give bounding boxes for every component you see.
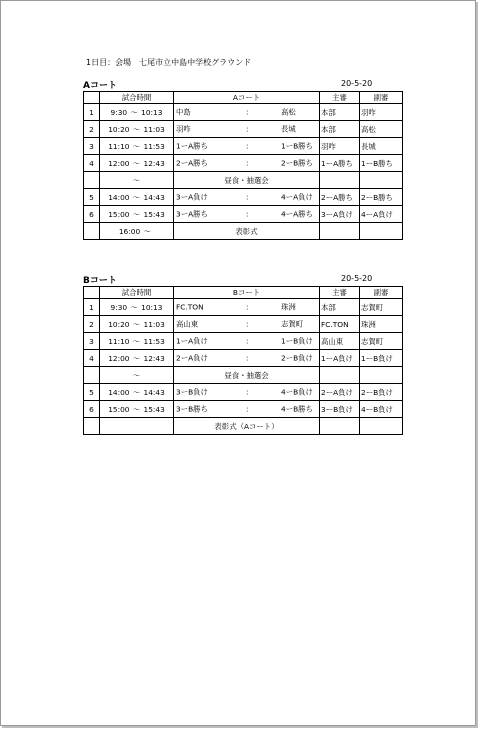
match-teams xyxy=(174,189,320,206)
vs-colon: : xyxy=(246,387,249,397)
tilde: ～ xyxy=(132,158,141,168)
table-row xyxy=(84,155,403,172)
team-1: 3ーB負け xyxy=(176,387,208,397)
end-time: 10:13 xyxy=(141,302,163,312)
sub-ref: 羽咋 xyxy=(360,104,403,121)
closing-label: 表彰式 xyxy=(174,223,320,240)
team-2: 2ーB負け xyxy=(281,353,313,363)
tilde: ～ xyxy=(132,387,141,397)
end-time: 14:43 xyxy=(143,192,165,202)
team-2: 2ーB勝ち xyxy=(281,158,313,168)
closing-time xyxy=(100,418,174,435)
break-row xyxy=(84,172,403,189)
sub-ref: 志賀町 xyxy=(360,333,403,350)
table-row xyxy=(84,299,403,316)
end-time: 14:43 xyxy=(143,387,165,397)
sub-ref: 珠洲 xyxy=(360,316,403,333)
match-no: 1 xyxy=(84,299,100,316)
team-1: 3ーA勝ち xyxy=(176,209,208,219)
start-time: 10:20 xyxy=(108,319,130,329)
sub-ref: 4ーA負け xyxy=(360,206,403,223)
header-court: Bコート xyxy=(174,287,320,299)
sub-ref: 2ーB負け xyxy=(360,384,403,401)
team-1: 1ーA勝ち xyxy=(176,141,208,151)
main-ref: 1ーA勝ち xyxy=(320,155,360,172)
end-time: 15:43 xyxy=(143,404,165,414)
team-2: 4ーA負け xyxy=(281,192,313,202)
tilde: ～ xyxy=(132,336,141,346)
team-2: 長城 xyxy=(281,124,296,134)
start-time: 9:30 xyxy=(110,302,128,312)
table-header-row xyxy=(84,287,403,299)
team-2: 1ーB負け xyxy=(281,336,313,346)
main-ref: 本部 xyxy=(320,121,360,138)
end-time: 10:13 xyxy=(141,107,163,117)
end-time: 11:03 xyxy=(143,319,165,329)
tilde: ～ xyxy=(132,209,141,219)
match-time xyxy=(100,384,174,401)
sub-ref: 志賀町 xyxy=(360,299,403,316)
sub-ref: 1ーB負け xyxy=(360,350,403,367)
start-time: 14:00 xyxy=(108,387,130,397)
match-no: 4 xyxy=(84,155,100,172)
match-teams xyxy=(174,333,320,350)
end-time: 11:53 xyxy=(143,336,165,346)
sub-ref: 2ーB勝ち xyxy=(360,189,403,206)
sub-ref: 1ーB勝ち xyxy=(360,155,403,172)
team-1: 2ーA勝ち xyxy=(176,158,208,168)
team-1: 1ーA負け xyxy=(176,336,208,346)
match-no: 5 xyxy=(84,384,100,401)
main-ref: 3ーA負け xyxy=(320,206,360,223)
tilde: ～ xyxy=(132,353,141,363)
end-time: 12:43 xyxy=(143,158,165,168)
match-no: 6 xyxy=(84,401,100,418)
start-time: 12:00 xyxy=(108,353,130,363)
start-time: 9:30 xyxy=(110,107,128,117)
match-time xyxy=(100,299,174,316)
break-label: 昼食・抽選会 xyxy=(174,172,320,189)
match-teams xyxy=(174,384,320,401)
match-teams xyxy=(174,206,320,223)
match-time xyxy=(100,121,174,138)
match-no: 4 xyxy=(84,350,100,367)
header-time: 試合時間 xyxy=(100,92,174,104)
sub-ref: 4ーB負け xyxy=(360,401,403,418)
vs-colon: : xyxy=(246,192,249,202)
team-1: 2ーA負け xyxy=(176,353,208,363)
table-row xyxy=(84,350,403,367)
end-time: 11:53 xyxy=(143,141,165,151)
team-1: 羽咋 xyxy=(176,124,191,134)
team-2: 志賀町 xyxy=(281,319,304,329)
match-time xyxy=(100,333,174,350)
table-row xyxy=(84,138,403,155)
team-2: 珠洲 xyxy=(281,302,296,312)
team-2: 4ーB勝ち xyxy=(281,404,313,414)
match-no: 1 xyxy=(84,104,100,121)
match-time xyxy=(100,104,174,121)
vs-colon: : xyxy=(246,319,249,329)
table-row xyxy=(84,384,403,401)
sub-ref: 長城 xyxy=(360,138,403,155)
start-time: 15:00 xyxy=(108,404,130,414)
main-ref: 2ーA勝ち xyxy=(320,189,360,206)
tilde: ～ xyxy=(132,319,141,329)
closing-label: 表彰式（Aコート） xyxy=(174,418,320,435)
court-a-schedule-table xyxy=(83,91,403,240)
header-no xyxy=(84,92,100,104)
table-row xyxy=(84,189,403,206)
end-time: 11:03 xyxy=(143,124,165,134)
header-time: 試合時間 xyxy=(100,287,174,299)
vs-colon: : xyxy=(246,141,249,151)
vs-colon: : xyxy=(246,404,249,414)
table-header-row xyxy=(84,92,403,104)
venue-line: 1日目：会場 七尾市立中島中学校グラウンド xyxy=(86,58,252,67)
court-b-schedule-table xyxy=(83,286,403,435)
start-time: 14:00 xyxy=(108,192,130,202)
match-time xyxy=(100,138,174,155)
break-label: 昼食・抽選会 xyxy=(174,367,320,384)
team-1: FC.TON xyxy=(176,302,204,312)
match-teams xyxy=(174,104,320,121)
break-row xyxy=(84,367,403,384)
table-row xyxy=(84,316,403,333)
main-ref: 1ーA負け xyxy=(320,350,360,367)
header-main-ref: 主審 xyxy=(320,92,360,104)
vs-colon: : xyxy=(246,158,249,168)
match-time xyxy=(100,350,174,367)
team-2: 1ーB勝ち xyxy=(281,141,313,151)
main-ref: 3ーB負け xyxy=(320,401,360,418)
vs-colon: : xyxy=(246,107,249,117)
match-time xyxy=(100,206,174,223)
vs-colon: : xyxy=(246,209,249,219)
closing-start-time: 16:00 xyxy=(118,226,141,236)
court-a-title: Aコート xyxy=(83,81,117,91)
court-b-date: 20-5-20 xyxy=(341,274,373,283)
tilde: ～ xyxy=(130,302,138,312)
match-no: 6 xyxy=(84,206,100,223)
vs-colon: : xyxy=(246,353,249,363)
main-ref: FC.TON xyxy=(320,316,360,333)
break-tilde: ～ xyxy=(100,367,174,384)
team-1: 3ーA負け xyxy=(176,192,208,202)
start-time: 11:10 xyxy=(108,141,130,151)
closing-time xyxy=(100,223,174,240)
vs-colon: : xyxy=(246,336,249,346)
tilde: ～ xyxy=(130,107,138,117)
team-1: 3ーB勝ち xyxy=(176,404,208,414)
match-no: 2 xyxy=(84,316,100,333)
court-b-title: Bコート xyxy=(83,276,117,286)
header-no xyxy=(84,287,100,299)
match-time xyxy=(100,155,174,172)
break-tilde: ～ xyxy=(100,172,174,189)
match-teams xyxy=(174,299,320,316)
team-1: 中島 xyxy=(176,107,191,117)
main-ref: 羽咋 xyxy=(320,138,360,155)
header-main-ref: 主審 xyxy=(320,287,360,299)
match-no: 3 xyxy=(84,333,100,350)
match-no: 3 xyxy=(84,138,100,155)
match-time xyxy=(100,401,174,418)
tilde: ～ xyxy=(132,141,141,151)
match-teams xyxy=(174,138,320,155)
match-teams xyxy=(174,401,320,418)
main-ref: 本部 xyxy=(320,104,360,121)
vs-colon: : xyxy=(246,302,249,312)
court-a-date: 20-5-20 xyxy=(341,79,373,88)
header-sub-ref: 副審 xyxy=(360,287,403,299)
start-time: 11:10 xyxy=(108,336,130,346)
table-row xyxy=(84,121,403,138)
team-2: 4ーB負け xyxy=(281,387,313,397)
start-time: 15:00 xyxy=(108,209,130,219)
main-ref: 本部 xyxy=(320,299,360,316)
tilde: ～ xyxy=(143,226,151,236)
main-ref: 2ーA負け xyxy=(320,384,360,401)
match-teams xyxy=(174,121,320,138)
table-row xyxy=(84,401,403,418)
start-time: 12:00 xyxy=(108,158,130,168)
sub-ref: 高松 xyxy=(360,121,403,138)
closing-row xyxy=(84,223,403,240)
match-time xyxy=(100,189,174,206)
team-2: 4ーA勝ち xyxy=(281,209,313,219)
start-time: 10:20 xyxy=(108,124,130,134)
match-no: 2 xyxy=(84,121,100,138)
team-2: 高松 xyxy=(281,107,296,117)
team-1: 高山東 xyxy=(176,319,199,329)
header-court: Aコート xyxy=(174,92,320,104)
match-teams xyxy=(174,155,320,172)
end-time: 12:43 xyxy=(143,353,165,363)
match-teams xyxy=(174,350,320,367)
table-row xyxy=(84,206,403,223)
vs-colon: : xyxy=(246,124,249,134)
match-time xyxy=(100,316,174,333)
end-time: 15:43 xyxy=(143,209,165,219)
match-no: 5 xyxy=(84,189,100,206)
table-row xyxy=(84,333,403,350)
main-ref: 高山東 xyxy=(320,333,360,350)
tilde: ～ xyxy=(132,192,141,202)
match-teams xyxy=(174,316,320,333)
tilde: ～ xyxy=(132,124,141,134)
table-row xyxy=(84,104,403,121)
header-sub-ref: 副審 xyxy=(360,92,403,104)
tilde: ～ xyxy=(132,404,141,414)
closing-row xyxy=(84,418,403,435)
